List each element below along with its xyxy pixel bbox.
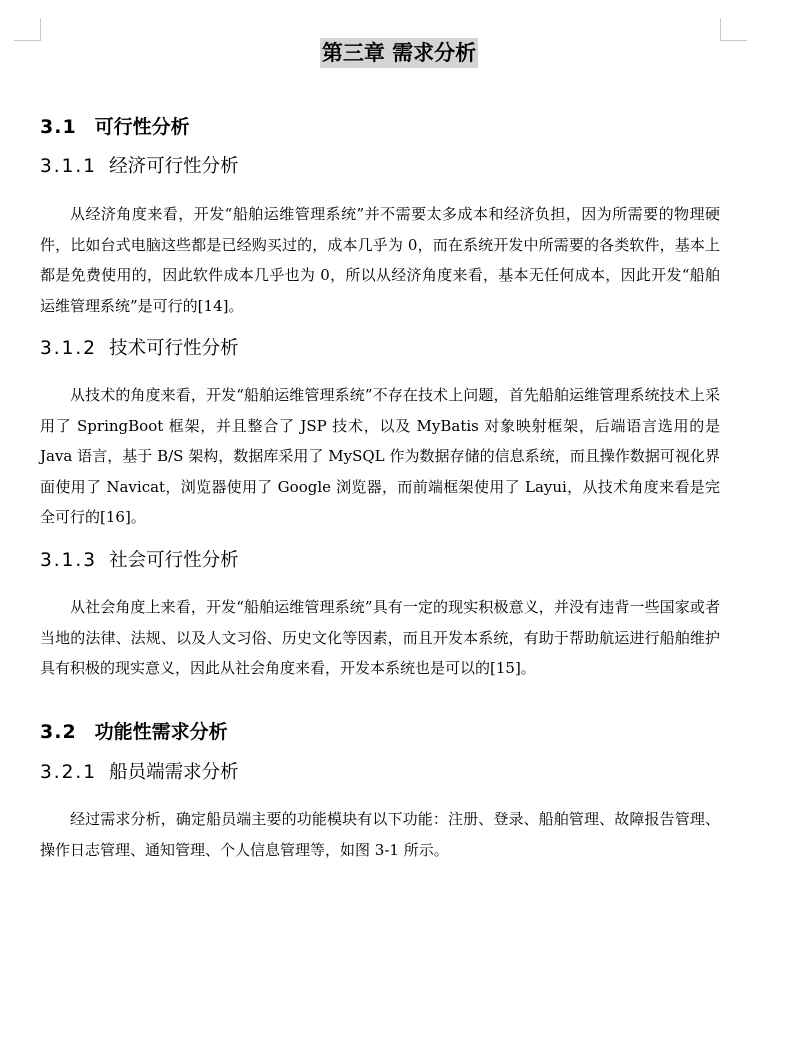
paragraph-crew-requirements: 经过需求分析，确定船员端主要的功能模块有以下功能：注册、登录、船舶管理、故障报告管理、操作日志管理、通知管理、个人信息管理等，如图 3-1 所示。: [40, 810, 720, 859]
section-number: 3.1: [40, 116, 77, 138]
paragraph-social-feasibility: 从社会角度上来看，开发“船舶运维管理系统”具有一定的现实积极意义，并没有违背一些国家或者当地的法律、法规、以及人文习俗、历史文化等因素，而且开发本系统，有助于帮助航运进行船舶维护具有积极的现实意义，因此从社会角度来看，开发本系统也是可以的[15]。: [40, 598, 720, 677]
subsection-heading-3-2-1: [40, 760, 239, 786]
section-heading-3-1: [40, 114, 190, 140]
subsection-title: 社会可行性分析: [109, 550, 239, 571]
subsection-heading-3-1-2: [40, 336, 239, 362]
subsection-title: 经济可行性分析: [109, 156, 239, 177]
subsection-title: 技术可行性分析: [109, 338, 239, 359]
paragraph-economic-feasibility: 从经济角度来看，开发“船舶运维管理系统”并不需要太多成本和经济负担，因为所需要的物理硬件，比如台式电脑这些都是已经购买过的，成本几乎为 0，而在系统开发中所需要的各类软件，基本上都是免费使用的，因此软件成本几乎也为 0，所以从经济角度来看，基本无任何成本，因此开发“船舶运维管理系统”是可行的[14]。: [40, 205, 720, 315]
subsection-number: 3.1.2: [40, 338, 98, 359]
subsection-number: 3.2.1: [40, 762, 98, 783]
section-heading-3-2: [40, 719, 228, 745]
subsection-title: 船员端需求分析: [109, 762, 239, 783]
subsection-heading-3-1-3: [40, 548, 239, 574]
section-title: 功能性需求分析: [94, 721, 228, 743]
chapter-title-text: 第三章 需求分析: [320, 38, 478, 68]
subsection-number: 3.1.1: [40, 156, 98, 177]
section-title: 可行性分析: [94, 116, 190, 138]
section-number: 3.2: [40, 721, 77, 743]
subsection-number: 3.1.3: [40, 550, 98, 571]
chapter-title: [0, 38, 798, 68]
subsection-heading-3-1-1: [40, 154, 239, 180]
paragraph-technical-feasibility: 从技术的角度来看，开发“船舶运维管理系统”不存在技术上问题，首先船舶运维管理系统技术上采用了 SpringBoot 框架，并且整合了 JSP 技术，以及 MyBatis 对象映射框架，后端语言选用的是 Java 语言，基于 B/S 架构，数据库采用了 MySQL 作为数据存储的信息系统，而且操作数据可视化界面使用了 Navicat，浏览器使用了 Google 浏览器，而前端框架使用了 Layui，从技术角度来看是完全可行的[16]。: [40, 386, 720, 526]
